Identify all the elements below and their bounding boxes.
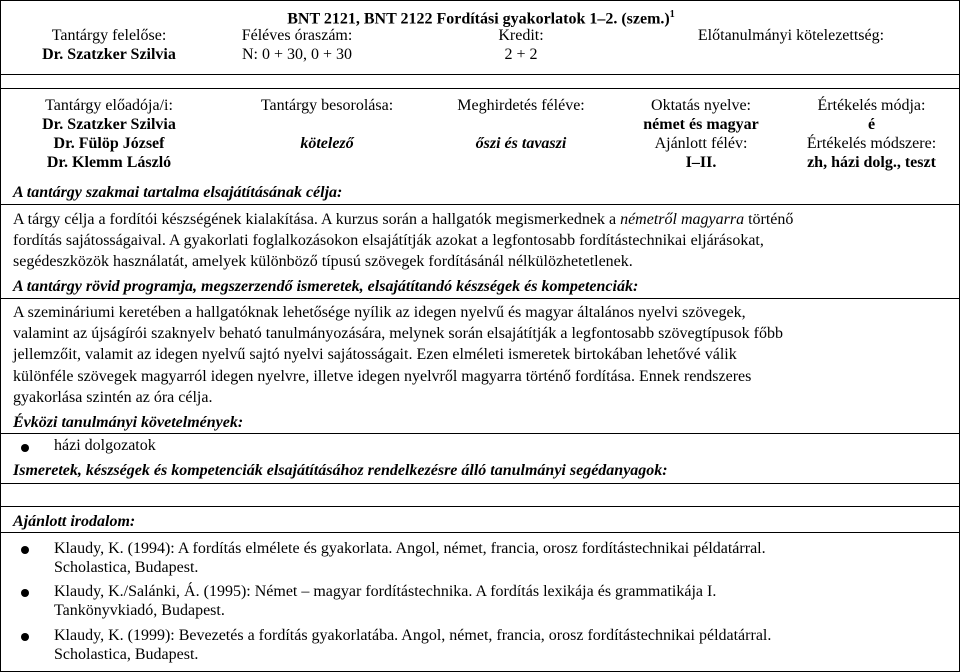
goal-text: A kurzus során a hallgatók megismerkednek a	[321, 211, 617, 228]
divider	[1, 298, 959, 299]
goal-text: történő	[748, 211, 794, 228]
divider	[1, 74, 959, 75]
prereq-label: Előtanulmányi kötelezettség:	[697, 27, 885, 44]
goal-emphasis: magyarra	[680, 211, 745, 228]
goal-text: A tárgy célja a fordítói készségének kialakítása.	[13, 211, 318, 228]
goal-emphasis: németről	[620, 211, 677, 228]
program-line: A szemináriumi keretében a hallgatóknak lehetősége nyílik az idegen nyelvű és magyar általános nyelvi szövegek,	[13, 304, 746, 321]
aids-heading: Ismeretek, készségek és kompetenciák elsajátításához rendelkezésre álló tanulmányi segédanyagok:	[13, 462, 668, 479]
announced-value: őszi és tavaszi	[475, 135, 567, 152]
literature-item	[54, 626, 934, 664]
divider	[1, 532, 959, 533]
literature-item	[54, 582, 934, 620]
hours-cell	[217, 26, 377, 64]
course-title-text: BNT 2121, BNT 2122 Fordítási gyakorlatok 1–2. (szem.)	[287, 10, 670, 28]
goal-text: A gyakorlati foglalkozásokon elsajátítják azokat a legfontosabb fordítástechnikai eljárásokat,	[168, 232, 764, 249]
bullet-icon	[21, 633, 29, 641]
language-label: Oktatás nyelve:	[651, 97, 751, 114]
program-heading: A tantárgy rövid programja, megszerzendő ismeretek, elsajátítandó készségek és kompetenciák:	[13, 278, 639, 295]
divider	[1, 433, 959, 434]
lecturers-label: Tantárgy előadója/i:	[45, 97, 173, 114]
language-cell	[616, 96, 786, 172]
requirements-heading: Évközi tanulmányi követelmények:	[13, 414, 244, 431]
announced-label: Meghirdetés féléve:	[457, 97, 585, 114]
literature-line: Scholastica, Budapest.	[54, 646, 199, 663]
prereq-cell	[631, 26, 951, 45]
divider	[1, 506, 959, 507]
program-line: gyakorlása szintén az óra célja.	[13, 389, 213, 406]
bullet-icon	[21, 589, 29, 597]
language-value: német és magyar	[643, 116, 759, 133]
program-line: különféle szövegek magyarról idegen nyelvre, illetve idegen nyelvről magyarra történő fordítása. Ennek rendszeres	[13, 368, 752, 385]
credit-cell	[441, 26, 601, 64]
credit-value: 2 + 2	[504, 46, 538, 63]
program-line: valamint az újságírói szaknyelv beható tanulmányozására, melynek során elsajátítják a legfontosabb szövegtípusok főbb	[13, 325, 783, 342]
credit-label: Kredit:	[498, 27, 544, 44]
literature-line: Scholastica, Budapest.	[54, 559, 199, 576]
eval-label: Értékelés módja:	[817, 97, 926, 114]
footnote-marker: 1	[669, 9, 675, 20]
classification-label: Tantárgy besorolása:	[260, 97, 394, 114]
literature-line: Klaudy, K. (1999): Bevezetés a fordítás gyakorlatába. Angol, német, francia, orosz fordítástechnikai példatárral.	[54, 627, 772, 644]
program-line: jellemzőit, valamit az idegen nyelvű sajtó nyelvi sajátosságait. Ezen elméleti ismeretek birtokában lehetővé válik	[13, 346, 737, 363]
divider	[1, 204, 959, 205]
goal-line-3: segédeszközök használatát, amelyek különböző típusú szövegek fordításánál nélkülözhetetlenek.	[13, 253, 633, 270]
lecturers-cell	[1, 96, 217, 172]
literature-line: Klaudy, K./Salánki, Á. (1995): Német – magyar fordítástechnika. A fordítás lexikája és grammatikája I.	[54, 583, 717, 600]
lecturer-name: Dr. Szatzker Szilvia	[42, 116, 176, 133]
eval-method-label: Értékelés módszere:	[806, 135, 937, 152]
literature-item	[54, 539, 934, 577]
literature-heading: Ajánlott irodalom:	[13, 513, 136, 530]
classification-value: kötelező	[300, 135, 354, 152]
eval-method-value: zh, házi dolg., teszt	[807, 154, 936, 171]
eval-cell	[784, 96, 959, 172]
hours-label: Féléves óraszám:	[241, 27, 353, 44]
goal-text: fordítás sajátosságaival.	[13, 232, 166, 249]
goal-line-1	[13, 209, 949, 230]
requirement-item: házi dolgozatok	[54, 437, 156, 454]
lecturer-name: Dr. Fülöp József	[53, 135, 165, 152]
semester-value: I–II.	[685, 154, 717, 171]
literature-line: Klaudy, K. (1994): A fordítás elmélete és gyakorlata. Angol, német, francia, orosz fordítástechnikai példatárral.	[54, 540, 766, 557]
eval-value: é	[867, 116, 876, 133]
semester-label: Ajánlott félév:	[654, 135, 748, 152]
literature-line: Tankönyvkiadó, Budapest.	[54, 602, 225, 619]
responsible-name: Dr. Szatzker Szilvia	[42, 46, 176, 63]
bullet-icon	[21, 546, 29, 554]
goal-line-2	[13, 230, 949, 251]
hours-value: N: 0 + 30, 0 + 30	[241, 46, 353, 63]
divider	[1, 88, 959, 89]
classification-cell	[227, 96, 427, 153]
divider	[1, 483, 959, 484]
bullet-icon	[21, 444, 29, 452]
announced-cell	[426, 96, 616, 153]
lecturer-name: Dr. Klemm László	[46, 154, 172, 171]
responsible-cell	[1, 26, 217, 64]
goal-heading: A tantárgy szakmai tartalma elsajátításának célja:	[13, 184, 343, 201]
responsible-label: Tantárgy felelőse:	[51, 27, 167, 44]
